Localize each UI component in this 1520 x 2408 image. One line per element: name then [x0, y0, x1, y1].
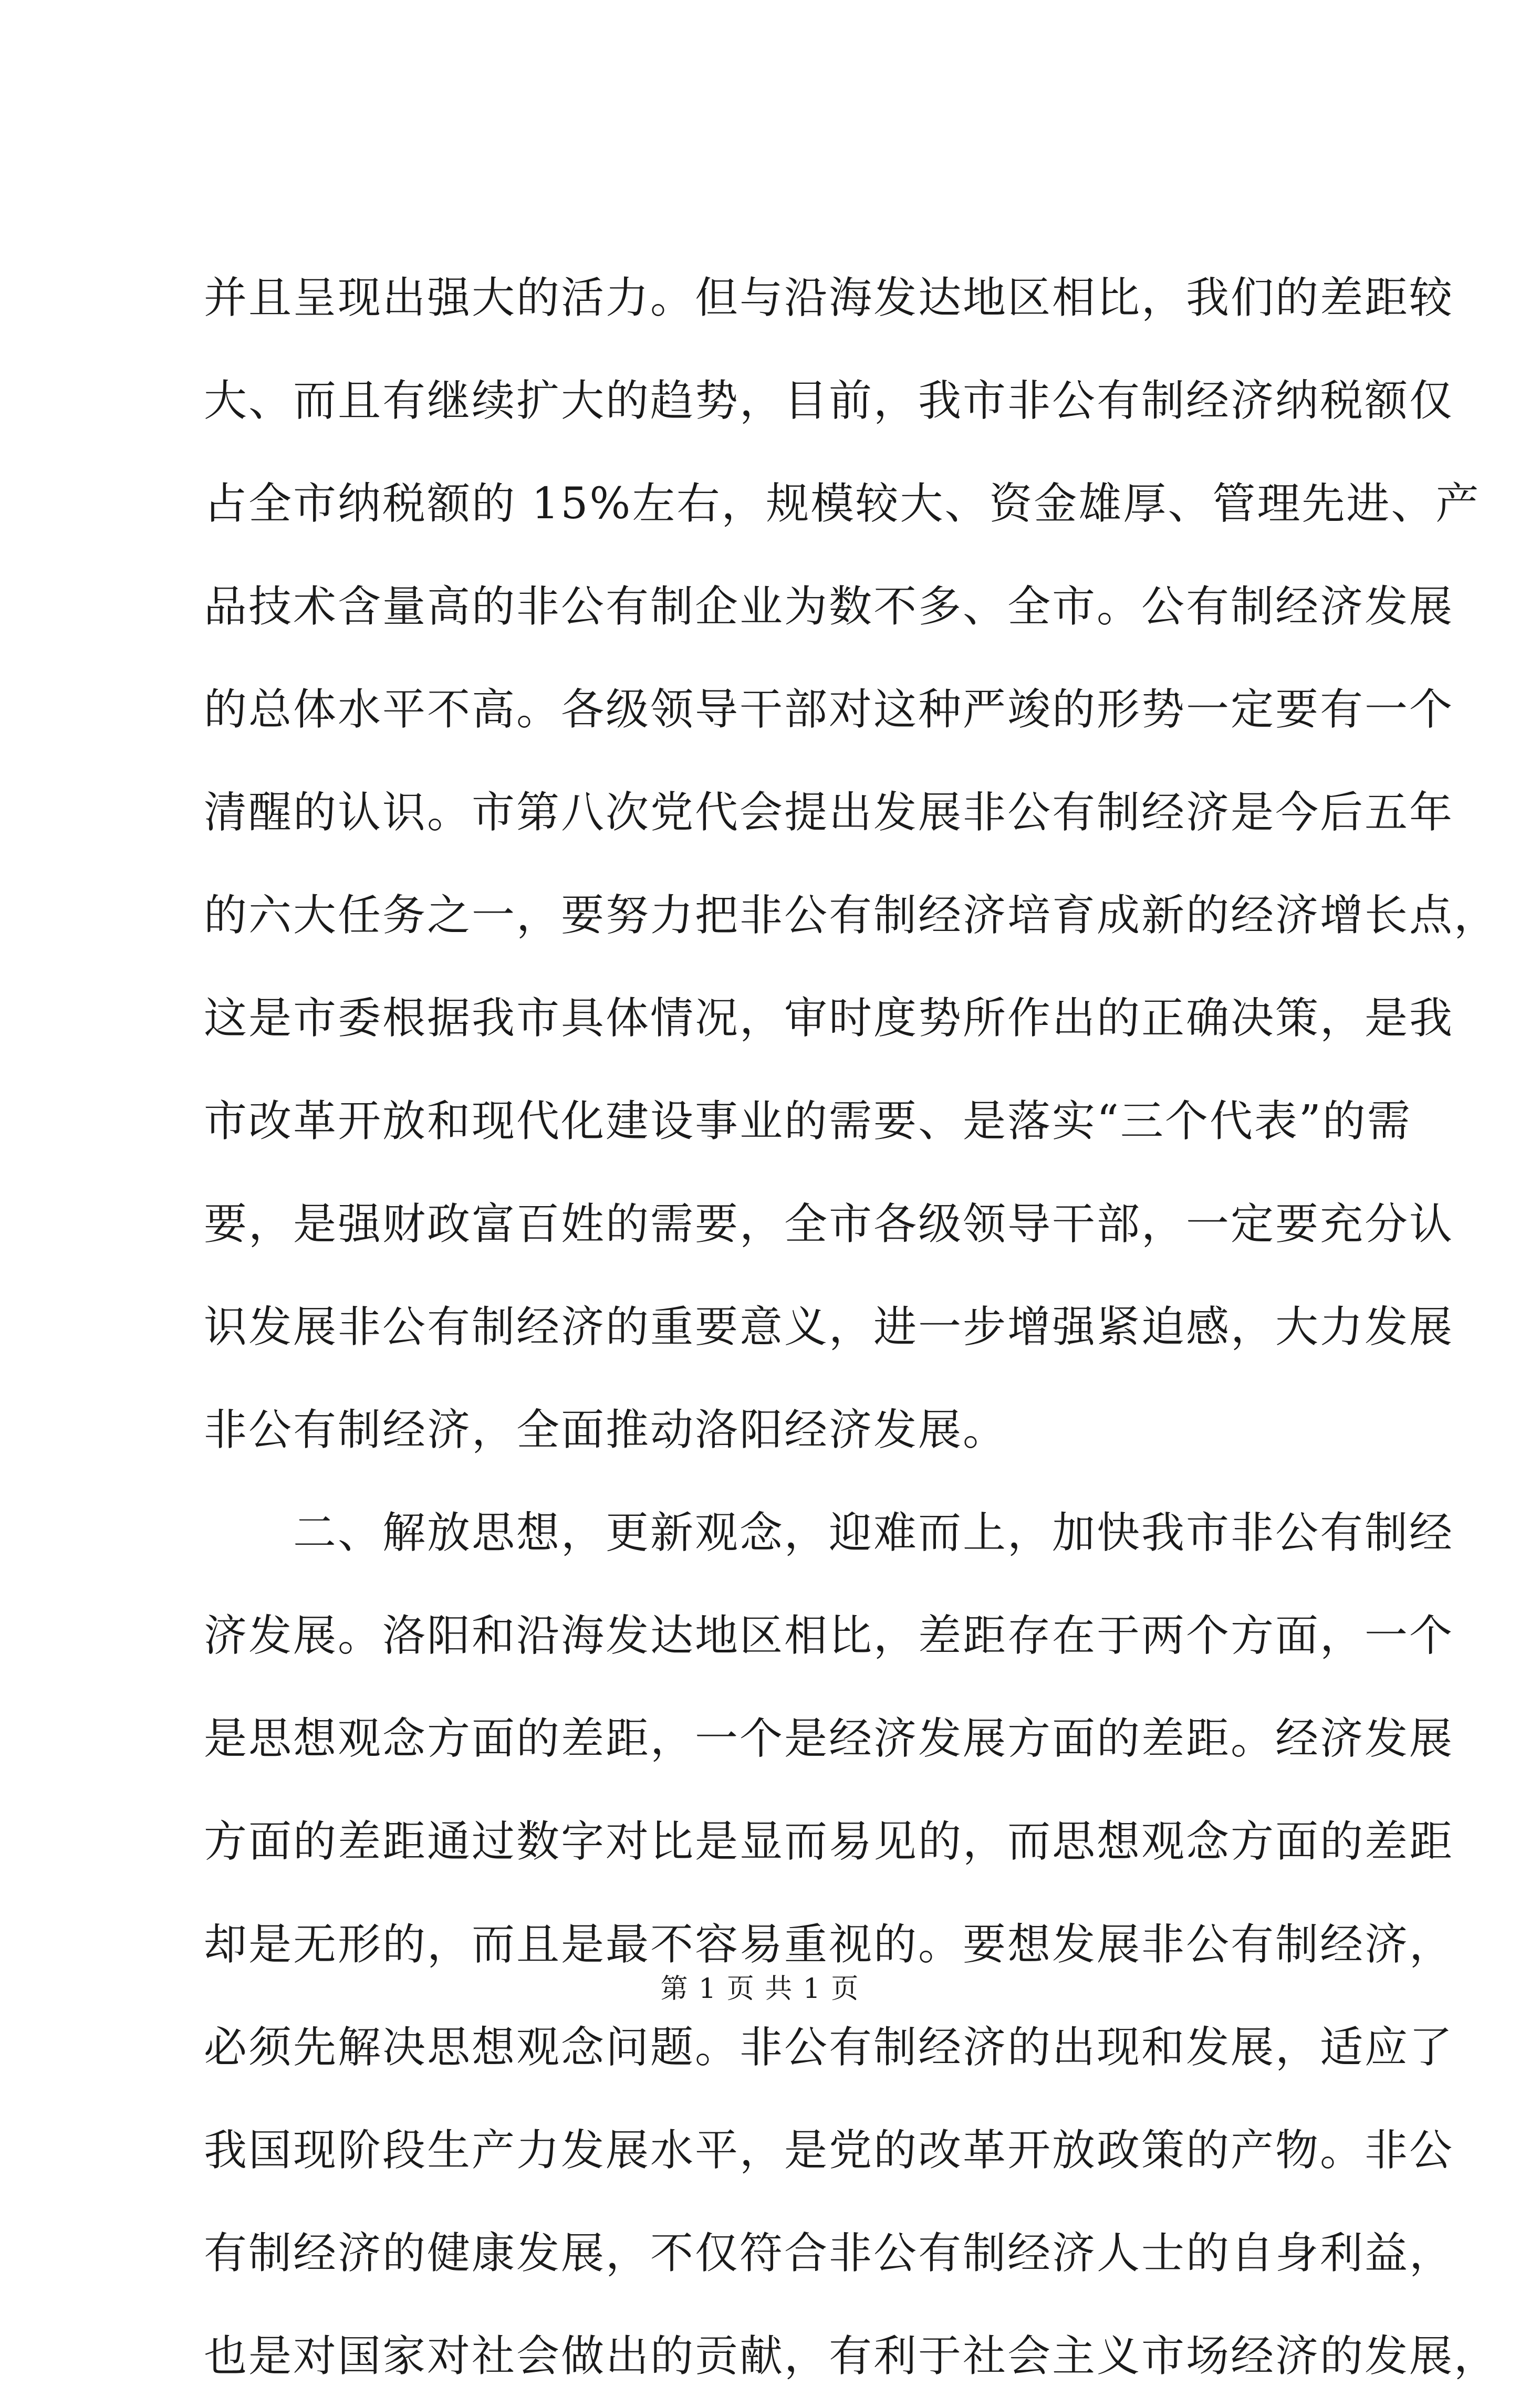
page-number-label: 第 1 页 共 1 页 — [660, 1973, 860, 2005]
text-line: 却是无形的，而且是最不容易重视的。要想发展非公有制经济， — [204, 1920, 1454, 1970]
text-line: 的总体水平不高。各级领导干部对这种严竣的形势一定要有一个 — [204, 685, 1454, 735]
page-footer — [0, 1966, 1520, 2006]
text-line: 济发展。洛阳和沿海发达地区相比，差距存在于两个方面，一个 — [204, 1611, 1454, 1661]
text-line: 方面的差距通过数字对比是显而易见的，而思想观念方面的差距 — [204, 1817, 1454, 1867]
text-line: 的六大任务之一，要努力把非公有制经济培育成新的经济增长点， — [204, 891, 1499, 940]
text-line: 是思想观念方面的差距，一个是经济发展方面的差距。经济发展 — [204, 1714, 1454, 1764]
text-line: 大、而且有继续扩大的趋势，目前，我市非公有制经济纳税额仅 — [204, 376, 1454, 426]
text-line: 占全市纳税额的 15%左右，规模较大、资金雄厚、管理先进、产 — [204, 479, 1481, 529]
text-line: 清醒的认识。市第八次党代会提出发展非公有制经济是今后五年 — [204, 788, 1454, 837]
text-line: 有制经济的健康发展，不仅符合非公有制经济人士的自身利益， — [204, 2228, 1454, 2278]
text-line: 要，是强财政富百姓的需要，全市各级领导干部，一定要充分认 — [204, 1199, 1454, 1249]
text-line: 这是市委根据我市具体情况，审时度势所作出的正确决策，是我 — [204, 993, 1454, 1043]
text-line: 二、解放思想，更新观念，迎难而上，加快我市非公有制经 — [204, 1508, 1454, 1558]
text-line: 我国现阶段生产力发展水平，是党的改革开放政策的产物。非公 — [204, 2126, 1454, 2175]
text-line: 并且呈现出强大的活力。但与沿海发达地区相比，我们的差距较 — [204, 273, 1454, 323]
text-line: 市改革开放和现代化建设事业的需要、是落实“三个代表”的需 — [204, 1096, 1412, 1146]
text-line: 品技术含量高的非公有制企业为数不多、全市。公有制经济发展 — [204, 582, 1454, 632]
text-line: 必须先解决思想观念问题。非公有制经济的出现和发展，适应了 — [204, 2023, 1454, 2072]
body-text — [204, 247, 1499, 2408]
text-line: 识发展非公有制经济的重要意义，进一步增强紧迫感，大力发展 — [204, 1302, 1454, 1352]
text-line: 也是对国家对社会做出的贡献，有利于社会主义市场经济的发展， — [204, 2331, 1499, 2381]
text-line: 非公有制经济，全面推动洛阳经济发展。 — [204, 1405, 1008, 1455]
